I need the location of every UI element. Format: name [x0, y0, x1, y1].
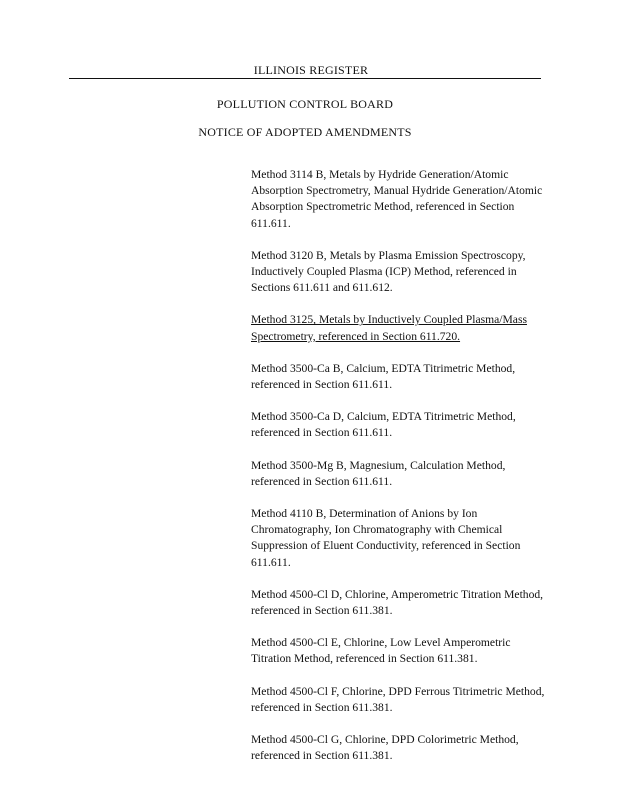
- board-name: POLLUTION CONTROL BOARD: [216, 97, 394, 111]
- register-title-text: ILLINOIS REGISTER: [253, 63, 369, 77]
- register-title: [0, 63, 618, 78]
- method-entry: Method 3500-Ca D, Calcium, EDTA Titrimetric Method, referenced in Section 611.611.: [251, 410, 516, 440]
- method-list: [251, 167, 551, 780]
- header-rule: [69, 78, 541, 79]
- method-entry: Method 3500-Mg B, Magnesium, Calculation Method, referenced in Section 611.611.: [251, 458, 506, 488]
- method-entry-added: Method 3125, Metals by Inductively Coupled Plasma/Mass Spectrometry, referenced in Section 611.720.: [251, 313, 527, 343]
- method-entry: Method 4110 B, Determination of Anions by Ion Chromatography, Ion Chromatography with Chemical Suppression of Eluent Conductivity, referenced in Section 611.611.: [251, 507, 521, 569]
- method-entry: Method 3114 B, Metals by Hydride Generation/Atomic Absorption Spectrometry, Manual Hydride Generation/Atomic Absorption Spectrometric Method, referenced in Section 611.611.: [251, 168, 543, 230]
- method-entry: Method 3120 B, Metals by Plasma Emission Spectroscopy, Inductively Coupled Plasma (ICP) Method, referenced in Sections 611.611 and 611.612.: [251, 248, 526, 295]
- notice-title: NOTICE OF ADOPTED AMENDMENTS: [198, 125, 412, 139]
- method-entry: Method 4500-Cl D, Chlorine, Amperometric Titration Method, referenced in Section 611.381.: [251, 587, 544, 618]
- method-entry: Method 4500-Cl G, Chlorine, DPD Colorimetric Method, referenced in Section 611.381.: [251, 733, 519, 763]
- method-entry: Method 4500-Cl F, Chlorine, DPD Ferrous Titrimetric Method, referenced in Section 611.381.: [251, 684, 545, 714]
- method-entry: Method 4500-Cl E, Chlorine, Low Level Amperometric Titration Method, referenced in Section 611.381.: [251, 636, 511, 666]
- method-entry: Method 3500-Ca B, Calcium, EDTA Titrimetric Method, referenced in Section 611.611.: [251, 361, 516, 392]
